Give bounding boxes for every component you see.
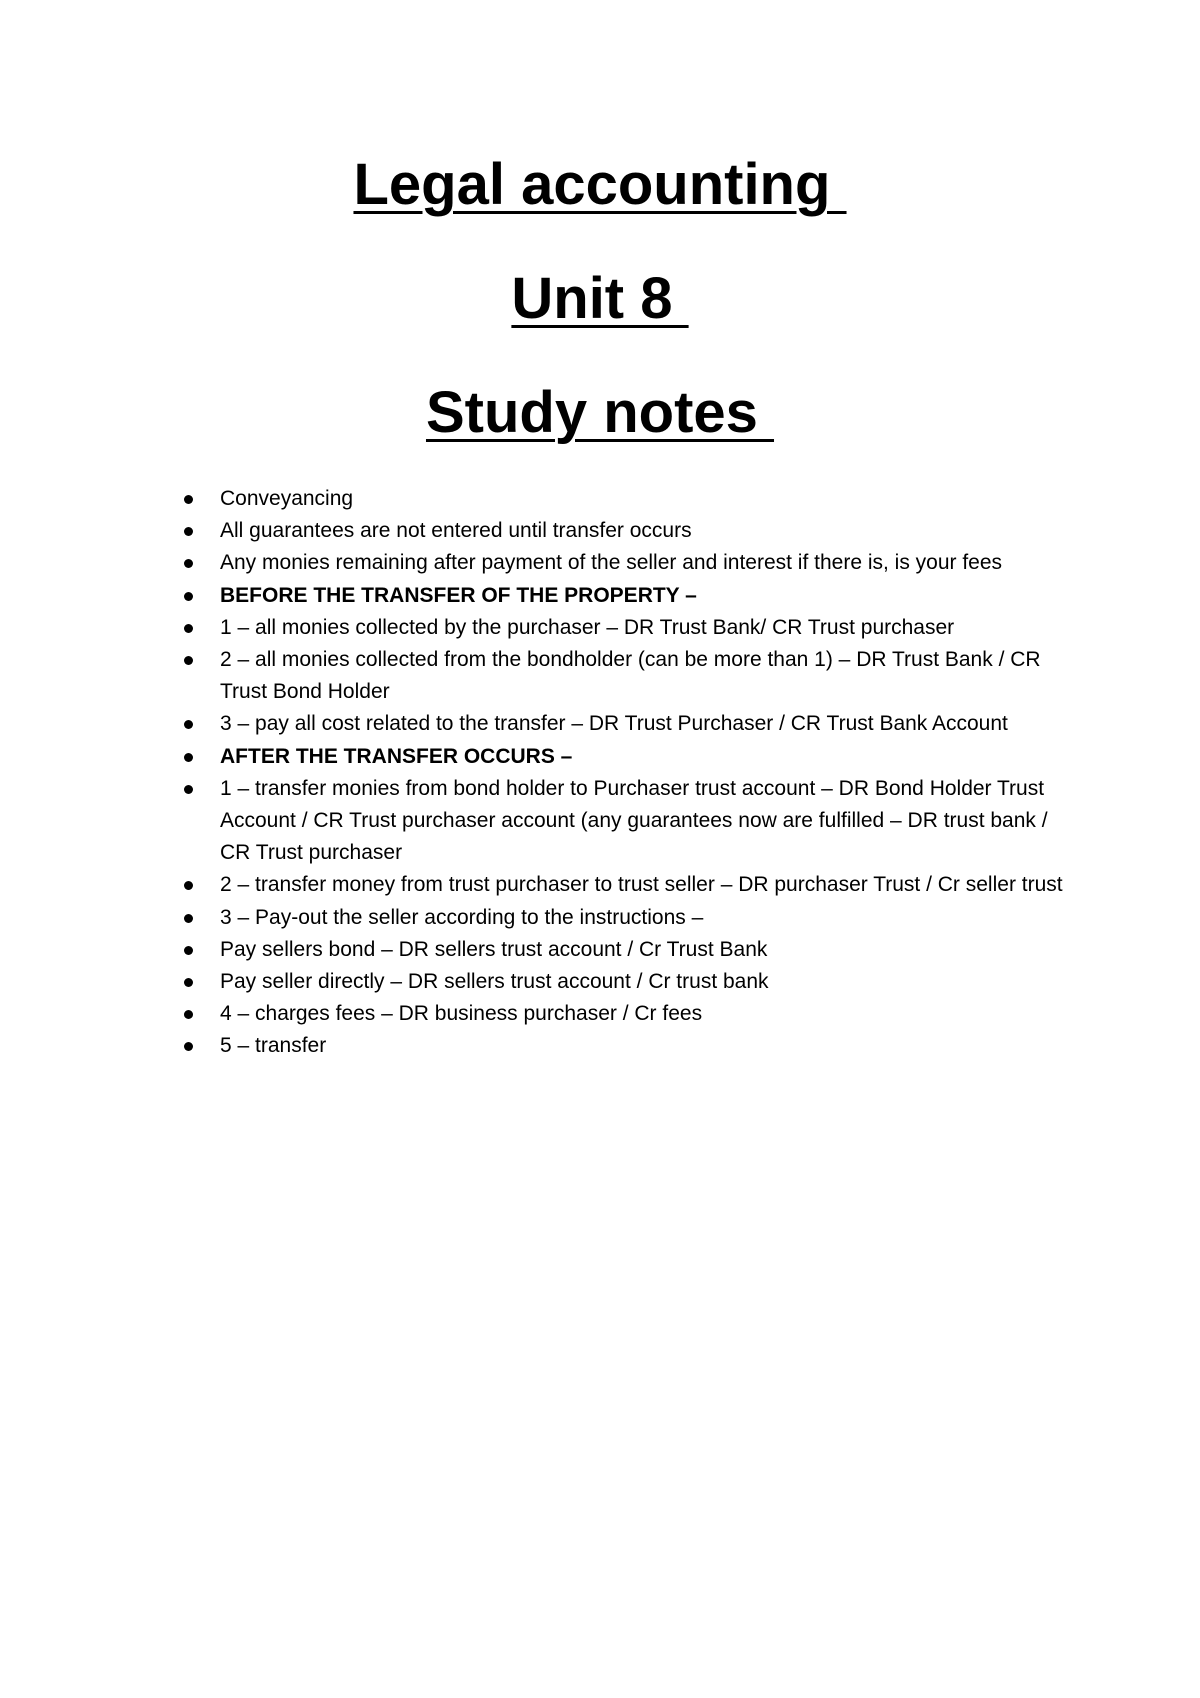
list-item [178,1030,1078,1062]
bullet-icon [184,1042,193,1051]
document-unit-title [0,264,1200,334]
list-item [178,547,1078,579]
bullet-icon [184,914,193,923]
bullet-icon [184,559,193,568]
list-item-text: All guarantees are not entered until transfer occurs [220,519,692,543]
list-item [178,708,1078,740]
list-item [178,612,1078,644]
bullet-icon [184,978,193,987]
list-item [178,934,1078,966]
bullet-icon [184,785,193,794]
bullet-icon [184,656,193,665]
list-item [178,902,1078,934]
list-item [178,483,1078,515]
list-item-text: 4 – charges fees – DR business purchaser / Cr fees [220,1002,703,1026]
bullet-icon [184,753,193,762]
bullet-icon [184,946,193,955]
list-item-text: AFTER THE TRANSFER OCCURS – [220,744,573,768]
bullet-icon [184,527,193,536]
document-unit-title-text: Unit 8 [511,266,689,331]
list-item [178,644,1078,708]
list-item-text: Pay sellers bond – DR sellers trust account / Cr Trust Bank [220,937,768,961]
document-title-block [0,150,1200,492]
list-item [178,773,1078,870]
list-item-text: BEFORE THE TRANSFER OF THE PROPERTY – [220,583,697,607]
list-item [178,580,1078,612]
list-item [178,869,1078,901]
document-subtitle-text: Study notes [425,380,775,445]
bullet-icon [184,1010,193,1019]
list-item-text: 3 – pay all cost related to the transfer – DR Trust Purchaser / CR Trust Bank Account [220,712,1008,736]
list-item [178,966,1078,998]
list-item-text: 3 – Pay-out the seller according to the instructions – [220,905,704,929]
list-item [178,998,1078,1030]
list-item-text: Conveyancing [220,487,354,510]
document-title-text: Legal accounting [353,152,847,217]
list-item-text: Any monies remaining after payment of the seller and interest if there is, is your fees [220,551,1003,575]
list-item [178,515,1078,547]
document-subtitle [0,378,1200,448]
document-title [0,150,1200,220]
bullet-icon [184,592,193,601]
list-item [178,741,1078,773]
list-item-text: 1 – transfer monies from bond holder to Purchaser trust account – DR Bond Holder Trust Account / CR Trust purchaser account (any guarantees now are fulfilled – DR trust bank / CR Trust purchaser [220,776,1048,865]
bullet-icon [184,495,193,504]
list-item-text: 5 – transfer [220,1034,327,1058]
list-item-text: 2 – transfer money from trust purchaser to trust seller – DR purchaser Trust / Cr seller trust [220,873,1063,897]
bullet-icon [184,881,193,890]
study-notes-list [178,483,1078,1063]
list-item-text: 2 – all monies collected from the bondholder (can be more than 1) – DR Trust Bank / CR Trust Bond Holder [220,648,1041,704]
bullet-icon [184,720,193,729]
bullet-icon [184,624,193,633]
list-item-text: 1 – all monies collected by the purchaser – DR Trust Bank/ CR Trust purchaser [220,615,955,639]
list-item-text: Pay seller directly – DR sellers trust account / Cr trust bank [220,970,769,994]
